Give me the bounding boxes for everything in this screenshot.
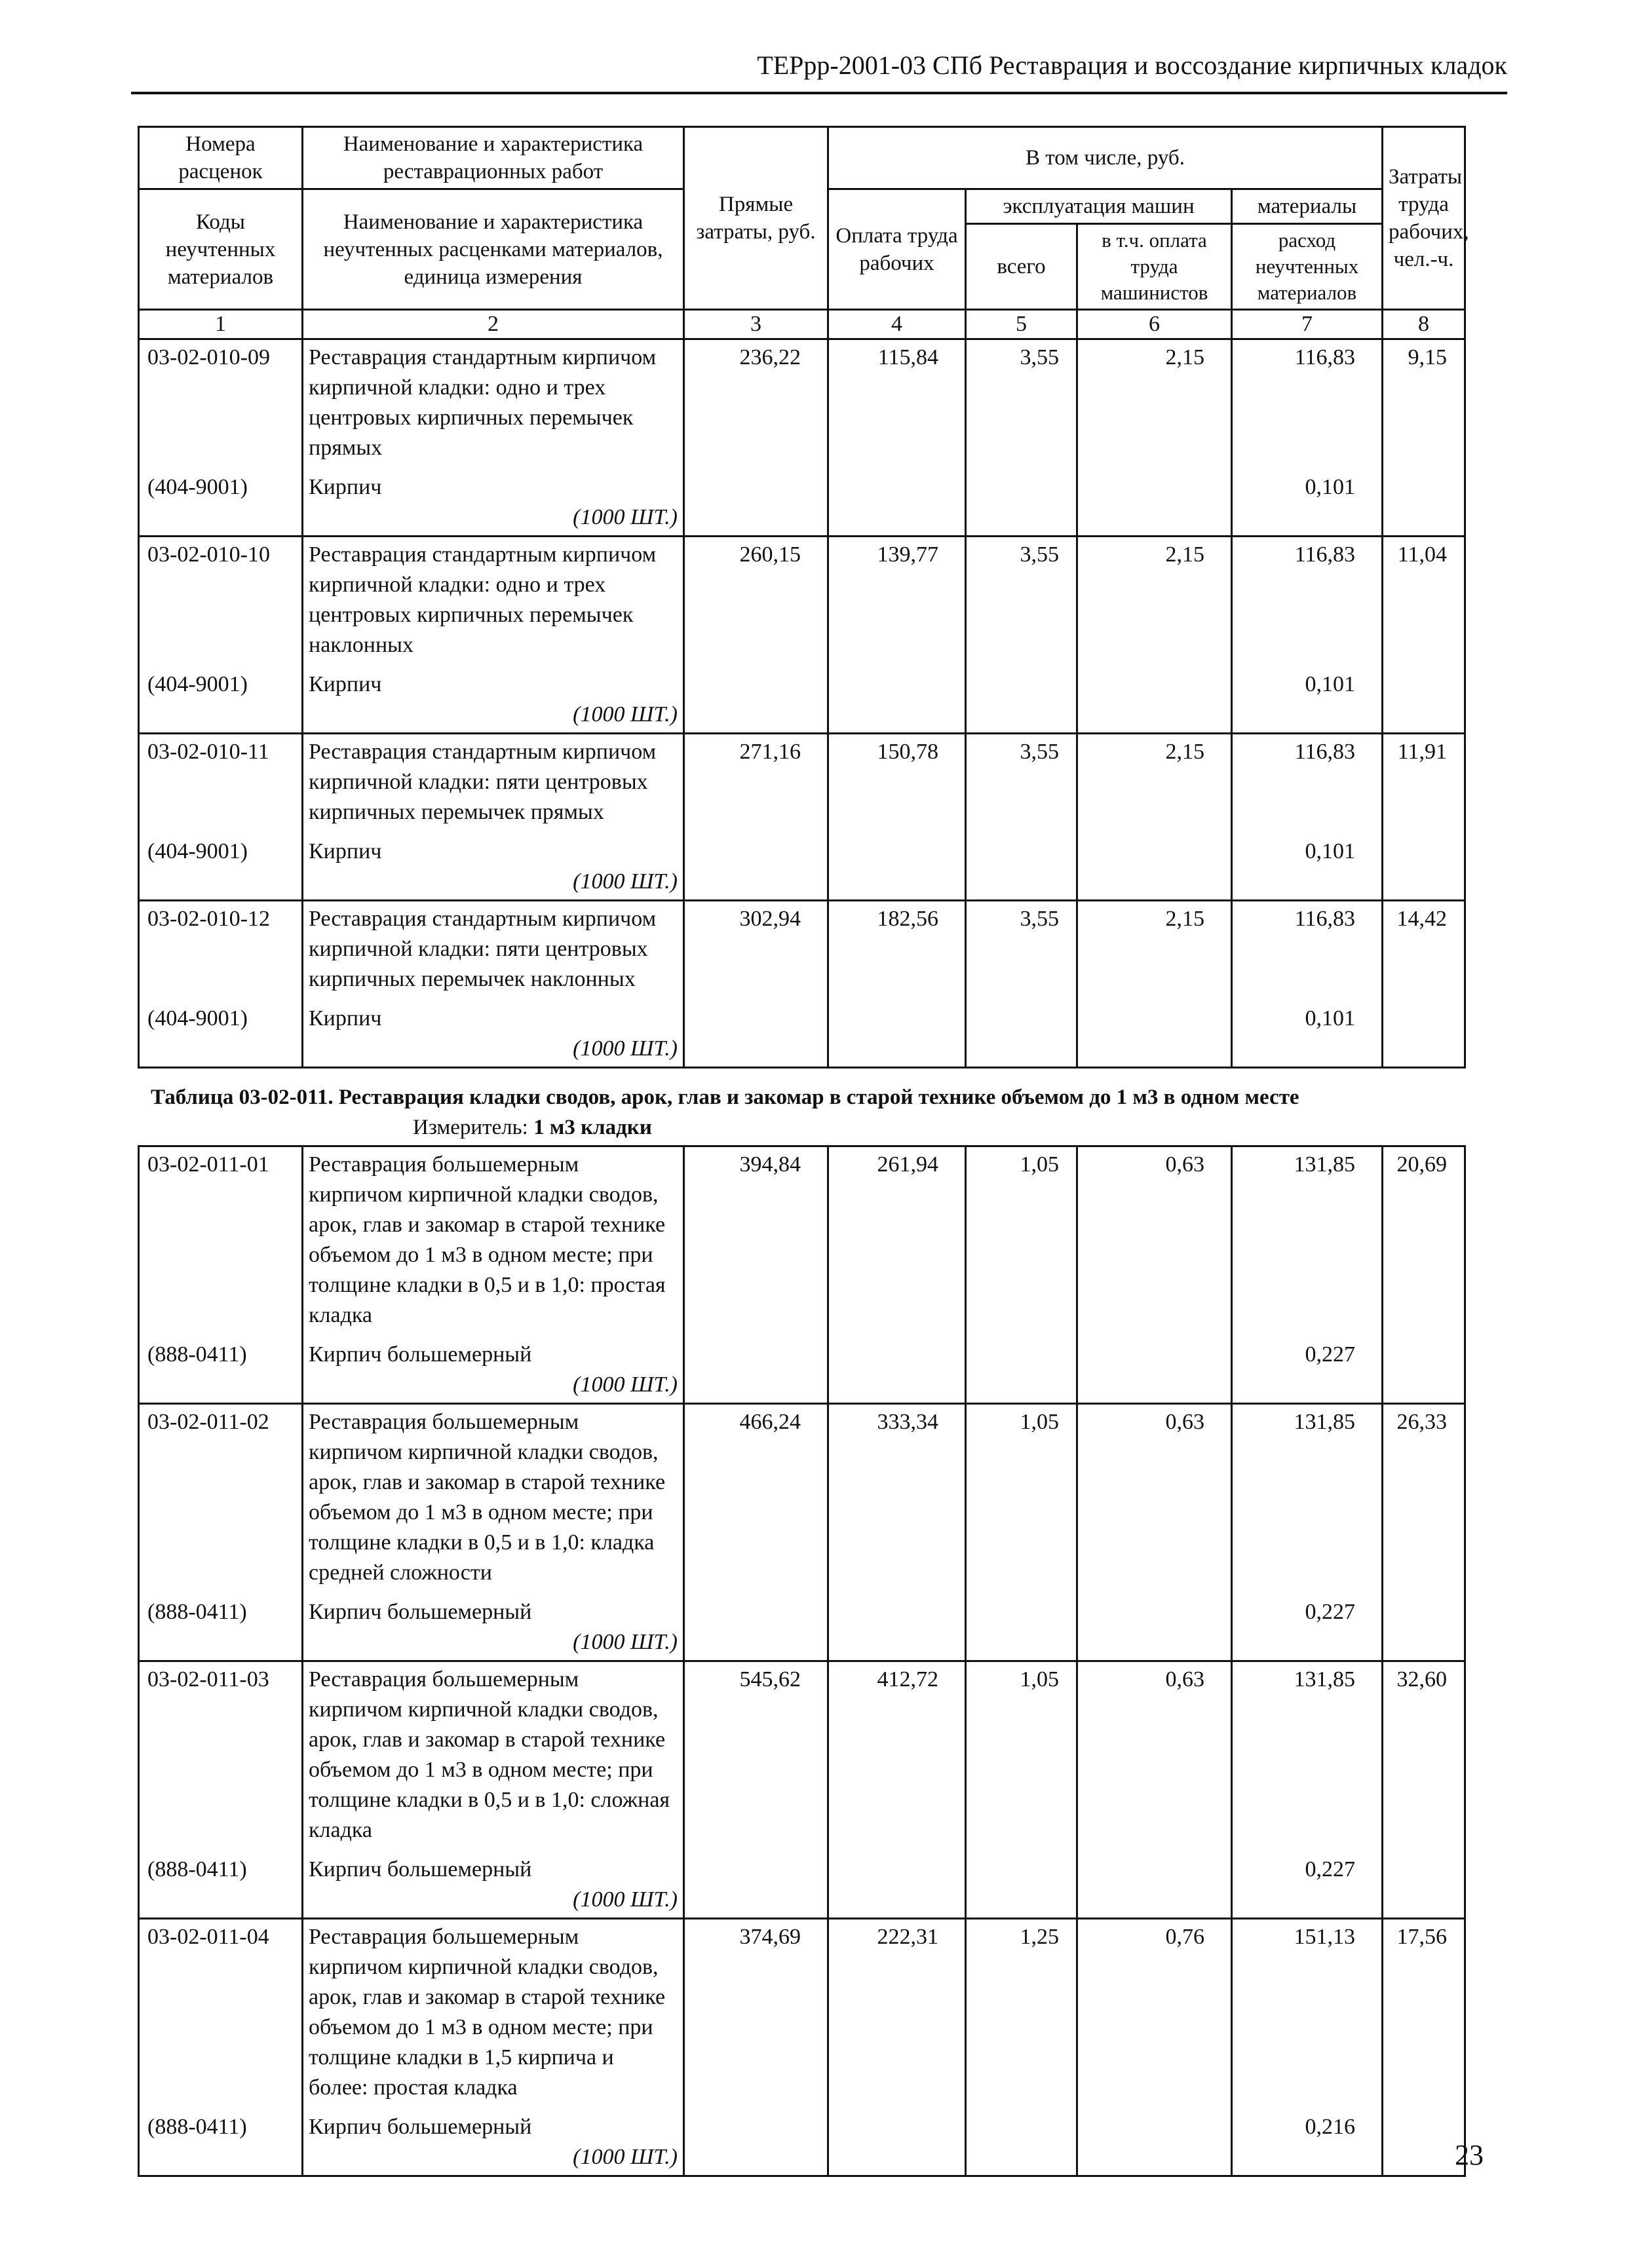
material-code: (888-0411) xyxy=(139,1337,303,1404)
material-name-cell xyxy=(303,667,684,734)
empty-cell xyxy=(1077,1001,1232,1068)
rate-code: 03-02-011-03 xyxy=(139,1661,303,1853)
empty-cell xyxy=(966,1337,1077,1404)
column-number-2: 2 xyxy=(303,310,684,339)
material-quantity: 0,216 xyxy=(1232,2109,1383,2176)
empty-cell xyxy=(1077,1595,1232,1661)
direct-costs: 271,16 xyxy=(684,734,828,835)
header-work-name: Наименование и характеристика реставрационных работ xyxy=(303,127,684,189)
empty-cell xyxy=(966,667,1077,734)
material-row xyxy=(139,1337,1465,1404)
empty-cell xyxy=(966,1001,1077,1068)
material-quantity: 0,227 xyxy=(1232,1337,1383,1404)
rates-table-body xyxy=(139,339,1465,1068)
worker-pay: 222,31 xyxy=(828,1919,966,2110)
direct-costs: 236,22 xyxy=(684,339,828,470)
empty-cell xyxy=(966,1595,1077,1661)
worker-pay: 150,78 xyxy=(828,734,966,835)
rate-name: Реставрация стандартным кирпичом кирпичной кладки: пяти центровых кирпичных перемычек прямых xyxy=(303,734,684,835)
rate-row xyxy=(139,901,1465,1002)
material-row xyxy=(139,470,1465,537)
header-including: В том числе, руб. xyxy=(828,127,1383,189)
empty-cell xyxy=(1077,1852,1232,1919)
materials-cost: 116,83 xyxy=(1232,901,1383,1002)
material-unit: (1000 ШТ.) xyxy=(573,1036,678,1061)
empty-cell xyxy=(1077,1337,1232,1404)
empty-cell xyxy=(1383,2109,1465,2176)
materials-cost: 116,83 xyxy=(1232,537,1383,668)
material-code: (404-9001) xyxy=(139,667,303,734)
material-code: (404-9001) xyxy=(139,470,303,537)
material-quantity: 0,227 xyxy=(1232,1852,1383,1919)
rate-code: 03-02-011-04 xyxy=(139,1919,303,2110)
material-code: (888-0411) xyxy=(139,1595,303,1661)
empty-cell xyxy=(966,1852,1077,1919)
rates-table-03-02-010 xyxy=(138,126,1469,1068)
header-machines-total: всего xyxy=(966,224,1077,310)
table-measure xyxy=(151,1112,1507,1143)
machinist-pay: 2,15 xyxy=(1077,537,1232,668)
material-name-cell xyxy=(303,1001,684,1068)
material-name: Кирпич большемерный xyxy=(309,2115,532,2139)
machines-total: 3,55 xyxy=(966,339,1077,470)
labor-hours: 17,56 xyxy=(1383,1919,1465,2110)
material-unit: (1000 ШТ.) xyxy=(573,1887,678,1912)
material-unit: (1000 ШТ.) xyxy=(573,702,678,727)
machinist-pay: 2,15 xyxy=(1077,339,1232,470)
empty-cell xyxy=(828,1595,966,1661)
rate-code: 03-02-010-11 xyxy=(139,734,303,835)
empty-cell xyxy=(828,1337,966,1404)
machines-total: 1,05 xyxy=(966,1404,1077,1595)
header-machine-operation: эксплуатация машин xyxy=(966,189,1232,224)
materials-cost: 116,83 xyxy=(1232,734,1383,835)
empty-cell xyxy=(1383,1001,1465,1068)
rate-name: Реставрация большемерным кирпичом кирпичной кладки сводов, арок, глав и закомар в старой технике объемом до 1 м3 в одном месте; при толщине кладки в 0,5 и в 1,0: сложная кладка xyxy=(303,1661,684,1853)
material-unit: (1000 ШТ.) xyxy=(573,505,678,529)
materials-cost: 131,85 xyxy=(1232,1661,1383,1853)
empty-cell xyxy=(684,1337,828,1404)
machines-total: 3,55 xyxy=(966,901,1077,1002)
machines-total: 1,05 xyxy=(966,1661,1077,1853)
material-name: Кирпич xyxy=(309,475,382,499)
material-quantity: 0,101 xyxy=(1232,470,1383,537)
table-header xyxy=(139,127,1469,339)
rates-table-body xyxy=(139,1146,1465,2176)
material-name: Кирпич большемерный xyxy=(309,1342,532,1367)
header-direct-costs: Прямые затраты, руб. xyxy=(684,127,828,310)
empty-cell xyxy=(828,1001,966,1068)
material-name: Кирпич xyxy=(309,839,382,863)
rate-name: Реставрация большемерным кирпичом кирпичной кладки сводов, арок, глав и закомар в старой технике объемом до 1 м3 в одном месте; при толщине кладки в 1,5 кирпича и более: простая кладка xyxy=(303,1919,684,2110)
material-code: (888-0411) xyxy=(139,1852,303,1919)
machinist-pay: 2,15 xyxy=(1077,901,1232,1002)
worker-pay: 261,94 xyxy=(828,1146,966,1338)
empty-cell xyxy=(684,2109,828,2176)
material-quantity: 0,101 xyxy=(1232,667,1383,734)
table-measure-value: 1 м3 кладки xyxy=(533,1116,652,1139)
empty-cell xyxy=(828,667,966,734)
empty-cell xyxy=(966,834,1077,901)
material-quantity: 0,101 xyxy=(1232,1001,1383,1068)
column-number-6: 6 xyxy=(1077,310,1232,339)
machinist-pay: 2,15 xyxy=(1077,734,1232,835)
worker-pay: 115,84 xyxy=(828,339,966,470)
material-code: (404-9001) xyxy=(139,834,303,901)
empty-cell xyxy=(1383,834,1465,901)
rate-code: 03-02-010-09 xyxy=(139,339,303,470)
material-name: Кирпич большемерный xyxy=(309,1600,532,1624)
rate-name: Реставрация большемерным кирпичом кирпичной кладки сводов, арок, глав и закомар в старой технике объемом до 1 м3 в одном месте; при толщине кладки в 0,5 и в 1,0: кладка средней сложности xyxy=(303,1404,684,1595)
header-materials: материалы xyxy=(1232,189,1383,224)
direct-costs: 545,62 xyxy=(684,1661,828,1853)
labor-hours: 11,91 xyxy=(1383,734,1465,835)
material-name-cell xyxy=(303,2109,684,2176)
empty-cell xyxy=(828,470,966,537)
direct-costs: 394,84 xyxy=(684,1146,828,1338)
column-number-7: 7 xyxy=(1232,310,1383,339)
header-labor-hours: Затраты труда рабочих, чел.-ч. xyxy=(1383,127,1465,310)
header-material-codes: Коды неучтенных материалов xyxy=(139,189,303,310)
empty-cell xyxy=(828,1852,966,1919)
empty-cell xyxy=(1077,2109,1232,2176)
rate-row xyxy=(139,1661,1465,1853)
empty-cell xyxy=(1383,1337,1465,1404)
rate-row xyxy=(139,1919,1465,2110)
rate-code: 03-02-010-12 xyxy=(139,901,303,1002)
column-number-4: 4 xyxy=(828,310,966,339)
column-number-3: 3 xyxy=(684,310,828,339)
worker-pay: 333,34 xyxy=(828,1404,966,1595)
labor-hours: 20,69 xyxy=(1383,1146,1465,1338)
empty-cell xyxy=(684,1852,828,1919)
material-row xyxy=(139,834,1465,901)
direct-costs: 374,69 xyxy=(684,1919,828,2110)
rates-table-03-02-011 xyxy=(138,1145,1466,2177)
machines-total: 1,25 xyxy=(966,1919,1077,2110)
empty-cell xyxy=(1383,1852,1465,1919)
header-rate-numbers: Номера расценок xyxy=(139,127,303,189)
machines-total: 1,05 xyxy=(966,1146,1077,1338)
rate-row xyxy=(139,537,1465,668)
machinist-pay: 0,63 xyxy=(1077,1146,1232,1338)
direct-costs: 466,24 xyxy=(684,1404,828,1595)
machines-total: 3,55 xyxy=(966,537,1077,668)
rate-code: 03-02-010-10 xyxy=(139,537,303,668)
empty-cell xyxy=(1077,470,1232,537)
material-name: Кирпич xyxy=(309,1006,382,1030)
rate-name: Реставрация стандартным кирпичом кирпичной кладки: одно и трех центровых кирпичных перемычек прямых xyxy=(303,339,684,470)
material-code: (404-9001) xyxy=(139,1001,303,1068)
direct-costs: 302,94 xyxy=(684,901,828,1002)
column-number-1: 1 xyxy=(139,310,303,339)
empty-cell xyxy=(684,1595,828,1661)
empty-cell xyxy=(684,834,828,901)
material-name-cell xyxy=(303,1337,684,1404)
rate-row xyxy=(139,1146,1465,1338)
material-unit: (1000 ШТ.) xyxy=(573,1630,678,1654)
labor-hours: 9,15 xyxy=(1383,339,1465,470)
running-header-title: ТЕРрр-2001-03 СПб Реставрация и воссоздание кирпичных кладок xyxy=(757,50,1507,80)
material-row xyxy=(139,1595,1465,1661)
header-machinist-pay: в т.ч. оплата труда машинистов xyxy=(1077,224,1232,310)
header-material-consumption: расход неучтенных материалов xyxy=(1232,224,1383,310)
machinist-pay: 0,63 xyxy=(1077,1404,1232,1595)
header-material-name: Наименование и характеристика неучтенных расценками материалов, единица измерения xyxy=(303,189,684,310)
material-unit: (1000 ШТ.) xyxy=(573,869,678,894)
material-row xyxy=(139,1852,1465,1919)
machinist-pay: 0,76 xyxy=(1077,1919,1232,2110)
table-measure-label: Измеритель: xyxy=(413,1116,528,1139)
empty-cell xyxy=(1077,834,1232,901)
direct-costs: 260,15 xyxy=(684,537,828,668)
empty-cell xyxy=(684,1001,828,1068)
rate-row xyxy=(139,339,1465,470)
header-worker-pay: Оплата труда рабочих xyxy=(828,189,966,310)
empty-cell xyxy=(1077,667,1232,734)
material-row xyxy=(139,667,1465,734)
empty-cell xyxy=(1383,667,1465,734)
material-code: (888-0411) xyxy=(139,2109,303,2176)
column-number-8: 8 xyxy=(1383,310,1465,339)
material-unit: (1000 ШТ.) xyxy=(573,2145,678,2169)
material-unit: (1000 ШТ.) xyxy=(573,1372,678,1397)
material-quantity: 0,227 xyxy=(1232,1595,1383,1661)
rate-row xyxy=(139,1404,1465,1595)
empty-cell xyxy=(828,834,966,901)
empty-cell xyxy=(1383,470,1465,537)
materials-cost: 131,85 xyxy=(1232,1404,1383,1595)
empty-cell xyxy=(684,470,828,537)
rate-name: Реставрация стандартным кирпичом кирпичной кладки: одно и трех центровых кирпичных перемычек наклонных xyxy=(303,537,684,668)
empty-cell xyxy=(966,2109,1077,2176)
material-quantity: 0,101 xyxy=(1232,834,1383,901)
worker-pay: 412,72 xyxy=(828,1661,966,1853)
rate-row xyxy=(139,734,1465,835)
material-name-cell xyxy=(303,834,684,901)
material-name-cell xyxy=(303,470,684,537)
rate-code: 03-02-011-02 xyxy=(139,1404,303,1595)
table-caption-title: Таблица 03-02-011. Реставрация кладки сводов, арок, глав и закомар в старой технике объемом до 1 м3 в одном месте xyxy=(151,1086,1299,1109)
materials-cost: 151,13 xyxy=(1232,1919,1383,2110)
column-number-5: 5 xyxy=(966,310,1077,339)
labor-hours: 14,42 xyxy=(1383,901,1465,1002)
machinist-pay: 0,63 xyxy=(1077,1661,1232,1853)
rate-code: 03-02-011-01 xyxy=(139,1146,303,1338)
materials-cost: 131,85 xyxy=(1232,1146,1383,1338)
empty-cell xyxy=(1383,1595,1465,1661)
material-name-cell xyxy=(303,1852,684,1919)
rate-name: Реставрация стандартным кирпичом кирпичной кладки: пяти центровых кирпичных перемычек наклонных xyxy=(303,901,684,1002)
material-name-cell xyxy=(303,1595,684,1661)
labor-hours: 32,60 xyxy=(1383,1661,1465,1853)
materials-cost: 116,83 xyxy=(1232,339,1383,470)
labor-hours: 11,04 xyxy=(1383,537,1465,668)
material-name: Кирпич xyxy=(309,672,382,696)
rate-name: Реставрация большемерным кирпичом кирпичной кладки сводов, арок, глав и закомар в старой технике объемом до 1 м3 в одном месте; при толщине кладки в 0,5 и в 1,0: простая кладка xyxy=(303,1146,684,1338)
material-name: Кирпич большемерный xyxy=(309,1857,532,1881)
table-caption xyxy=(151,1082,1507,1143)
worker-pay: 182,56 xyxy=(828,901,966,1002)
machines-total: 3,55 xyxy=(966,734,1077,835)
empty-cell xyxy=(966,470,1077,537)
material-row xyxy=(139,1001,1465,1068)
material-row xyxy=(139,2109,1465,2176)
empty-cell xyxy=(684,667,828,734)
header-rule xyxy=(131,92,1507,94)
empty-cell xyxy=(828,2109,966,2176)
worker-pay: 139,77 xyxy=(828,537,966,668)
labor-hours: 26,33 xyxy=(1383,1404,1465,1595)
page-number: 23 xyxy=(1455,2139,1484,2171)
